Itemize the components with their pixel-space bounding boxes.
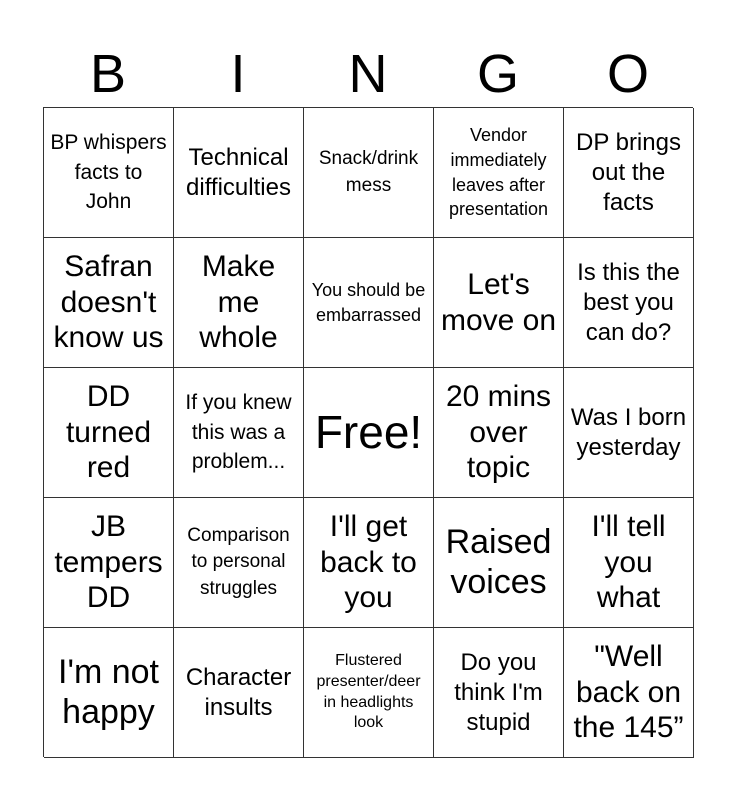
bingo-cell[interactable]: JB tempers DD <box>44 498 174 628</box>
bingo-cell[interactable]: Flustered presenter/deer in headlights look <box>304 628 434 758</box>
bingo-cell[interactable]: Character insults <box>174 628 304 758</box>
bingo-grid <box>43 107 693 757</box>
header-letter-g: G <box>476 44 519 104</box>
bingo-cell[interactable]: You should be embarrassed <box>304 238 434 368</box>
header-letter-b: B <box>89 44 127 104</box>
bingo-cell[interactable]: "Well back on the 145” <box>564 628 694 758</box>
bingo-cell[interactable]: Was I born yesterday <box>564 368 694 498</box>
bingo-cell[interactable]: Raised voices <box>434 498 564 628</box>
bingo-header <box>43 40 693 108</box>
bingo-cell[interactable]: I'm not happy <box>44 628 174 758</box>
bingo-cell[interactable]: DD turned red <box>44 368 174 498</box>
bingo-cell[interactable]: Let's move on <box>434 238 564 368</box>
bingo-cell[interactable]: I'll tell you what <box>564 498 694 628</box>
bingo-cell[interactable]: Vendor immediately leaves after presentation <box>434 108 564 238</box>
bingo-cell[interactable]: Comparison to personal struggles <box>174 498 304 628</box>
bingo-cell[interactable]: Safran doesn't know us <box>44 238 174 368</box>
free-space[interactable]: Free! <box>304 368 434 498</box>
bingo-cell[interactable]: 20 mins over topic <box>434 368 564 498</box>
header-letter-i: I <box>230 44 246 104</box>
bingo-cell[interactable]: BP whispers facts to John <box>44 108 174 238</box>
bingo-cell[interactable]: Snack/drink mess <box>304 108 434 238</box>
bingo-cell[interactable]: Do you think I'm stupid <box>434 628 564 758</box>
bingo-cell[interactable]: Technical difficulties <box>174 108 304 238</box>
header-letter-o: O <box>606 44 649 104</box>
header-letter-n: N <box>348 44 388 104</box>
bingo-cell[interactable]: Make me whole <box>174 238 304 368</box>
bingo-cell[interactable]: I'll get back to you <box>304 498 434 628</box>
bingo-cell[interactable]: DP brings out the facts <box>564 108 694 238</box>
bingo-cell[interactable]: If you knew this was a problem... <box>174 368 304 498</box>
bingo-cell[interactable]: Is this the best you can do? <box>564 238 694 368</box>
